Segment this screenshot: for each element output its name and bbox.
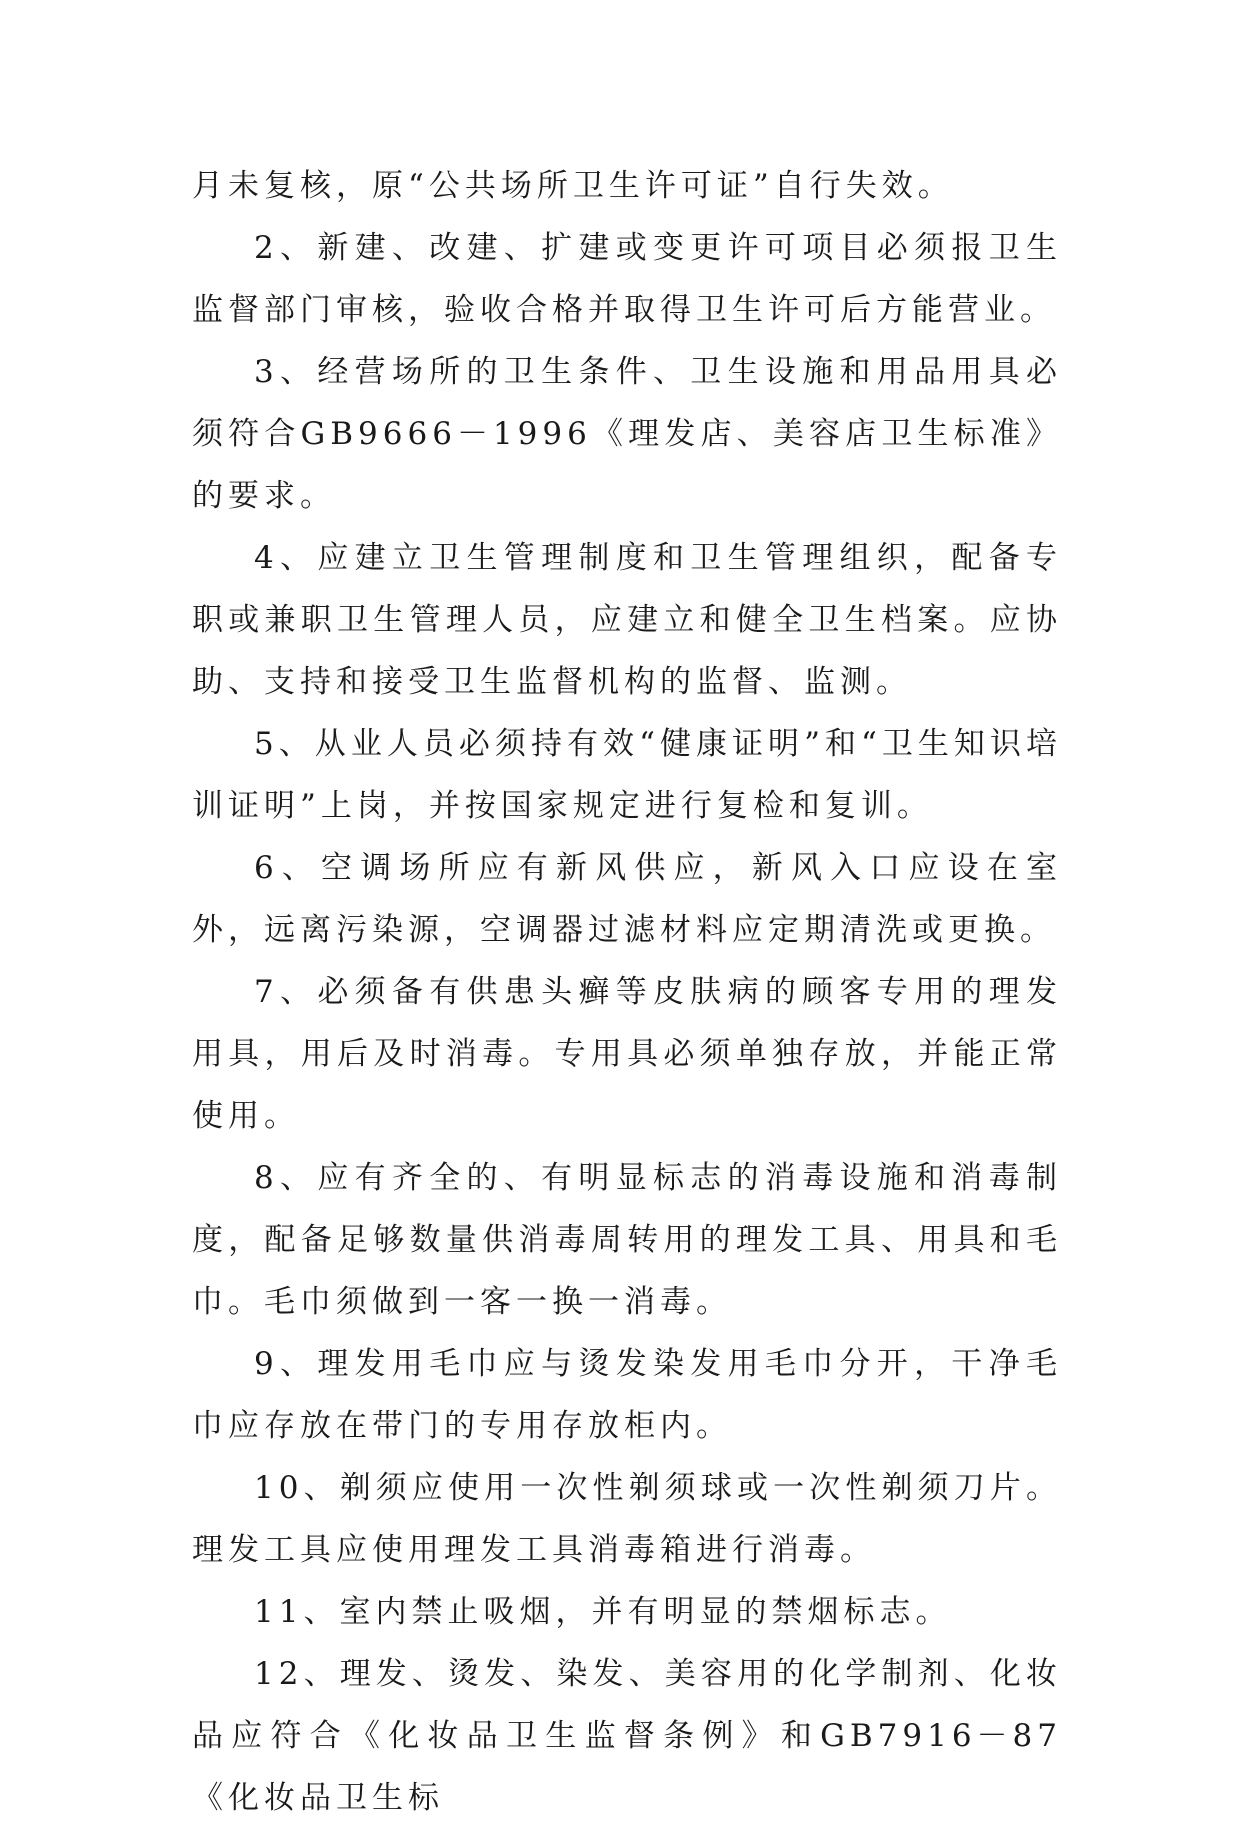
paragraph-item-8: 8、应有齐全的、有明显标志的消毒设施和消毒制度，配备足够数量供消毒周转用的理发工具、用具和毛巾。毛巾须做到一客一换一消毒。 (192, 1160, 1062, 1320)
paragraph-item-6: 6、空调场所应有新风供应，新风入口应设在室外，远离污染源，空调器过滤材料应定期清洗或更换。 (192, 850, 1062, 948)
paragraph-item-7: 7、必须备有供患头癣等皮肤病的顾客专用的理发用具，用后及时消毒。专用具必须单独存放，并能正常使用。 (192, 974, 1062, 1134)
paragraph-item-2: 2、新建、改建、扩建或变更许可项目必须报卫生监督部门审核，验收合格并取得卫生许可后方能营业。 (192, 230, 1062, 328)
paragraph-item-11: 11、室内禁止吸烟，并有明显的禁烟标志。 (254, 1594, 952, 1630)
paragraph-item-3: 3、经营场所的卫生条件、卫生设施和用品用具必须符合GB9666－1996《理发店、美容店卫生标准》的要求。 (192, 354, 1062, 514)
paragraph-item-12: 12、理发、烫发、染发、美容用的化学制剂、化妆品应符合《化妆品卫生监督条例》和GB7916－87《化妆品卫生标 (192, 1656, 1062, 1816)
paragraph-continuation: 月未复核，原“公共场所卫生许可证”自行失效。 (192, 168, 954, 204)
paragraph-item-4: 4、应建立卫生管理制度和卫生管理组织，配备专职或兼职卫生管理人员，应建立和健全卫生档案。应协助、支持和接受卫生监督机构的监督、监测。 (192, 540, 1062, 700)
paragraph-item-10: 10、剃须应使用一次性剃须球或一次性剃须刀片。理发工具应使用理发工具消毒箱进行消毒。 (192, 1470, 1062, 1568)
paragraph-item-5: 5、从业人员必须持有效“健康证明”和“卫生知识培训证明”上岗，并按国家规定进行复检和复训。 (192, 726, 1062, 824)
document-body (192, 155, 1062, 1829)
paragraph-item-9: 9、理发用毛巾应与烫发染发用毛巾分开，干净毛巾应存放在带门的专用存放柜内。 (192, 1346, 1062, 1444)
